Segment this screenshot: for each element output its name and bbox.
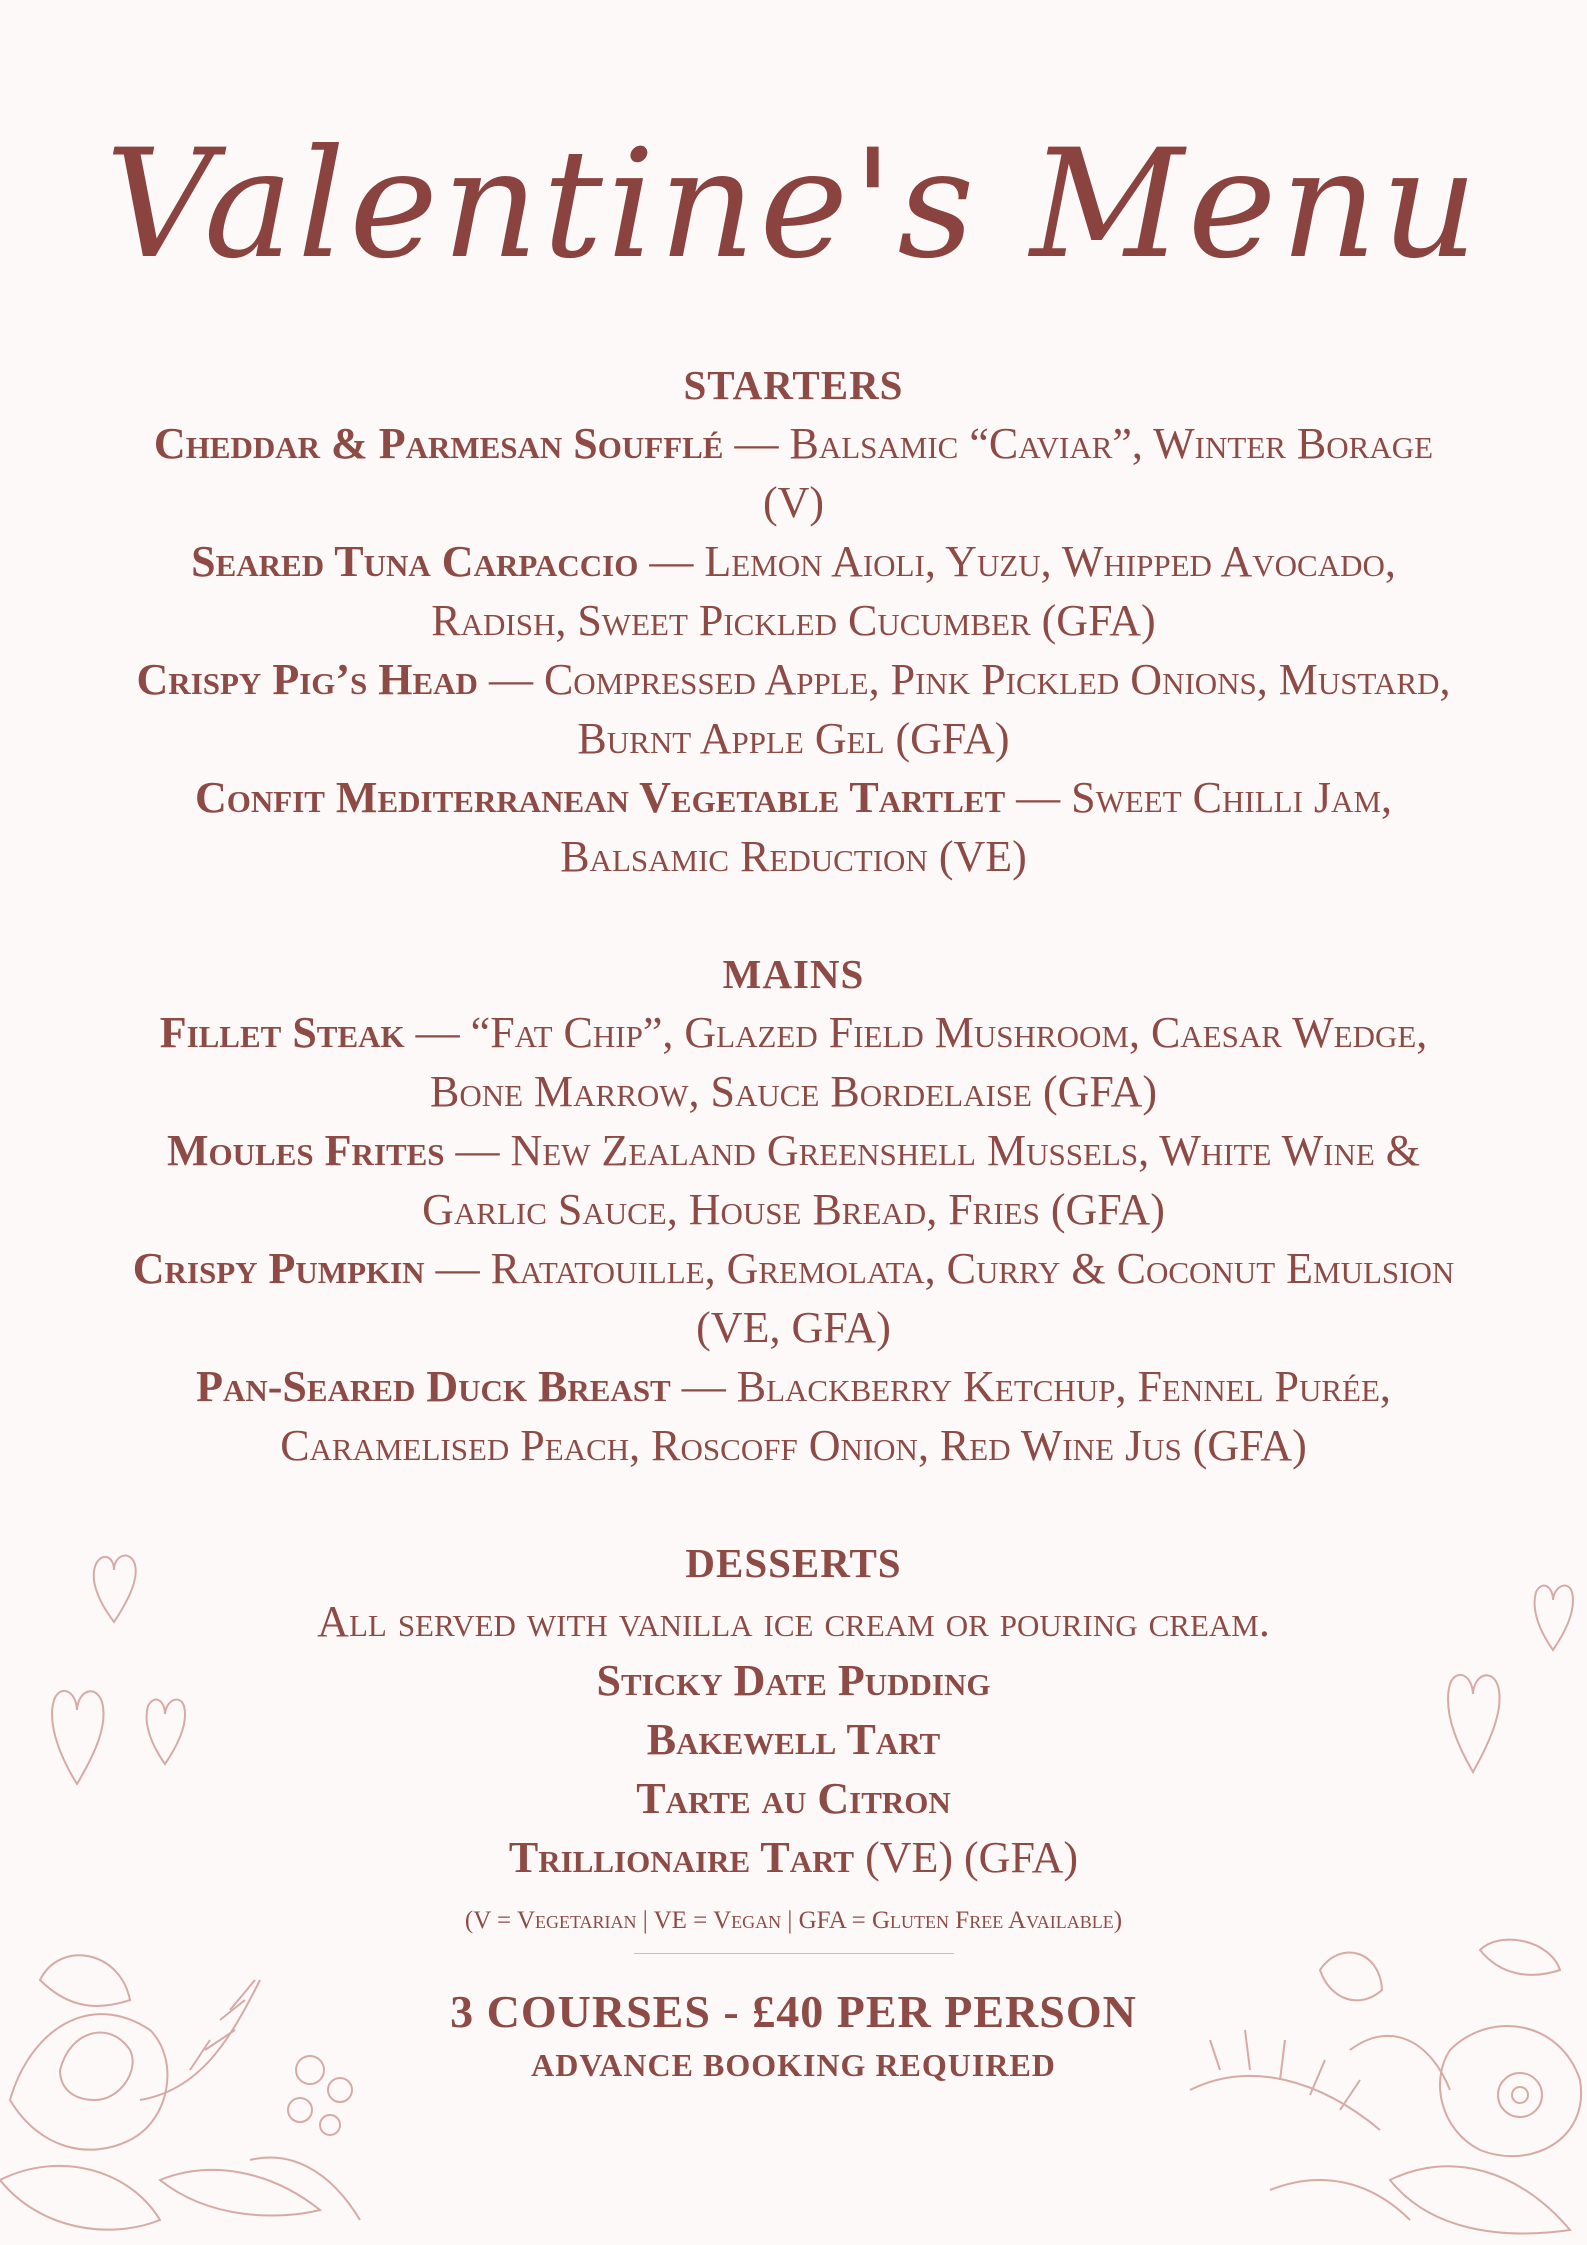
dash: — [681, 1362, 726, 1411]
dish-name: Bakewell Tart [646, 1715, 941, 1764]
dish-description: Balsamic “Caviar”, Winter Borage (V) [762, 419, 1434, 527]
section-heading-mains: MAINS [722, 951, 865, 997]
menu-item [120, 650, 1467, 768]
menu-item [120, 1769, 1467, 1828]
menu-item [120, 1710, 1467, 1769]
menu-item [120, 1003, 1467, 1121]
heart-icon [44, 1680, 110, 1790]
dish-description: Ratatouille, Gremolata, Curry & Coconut Emulsion (VE, GFA) [490, 1244, 1455, 1352]
dish-name: Moules Frites [167, 1126, 445, 1175]
dish-description: New Zealand Greenshell Mussels, White Wine & Garlic Sauce, House Bread, Fries (GFA) [422, 1126, 1420, 1234]
dish-name: Crispy Pumpkin [132, 1244, 425, 1293]
section-spacer [120, 1475, 1467, 1534]
dish-name: Seared Tuna Carpaccio [191, 537, 639, 586]
menu-item [120, 1357, 1467, 1475]
dish-name: Tarte au Citron [636, 1774, 951, 1823]
dish-description: Lemon Aioli, Yuzu, Whipped Avocado, Radish, Sweet Pickled Cucumber (GFA) [431, 537, 1396, 645]
dash: — [488, 655, 533, 704]
dish-description: Sweet Chilli Jam, Balsamic Reduction (VE) [560, 773, 1393, 881]
price-line: 3 COURSES - £40 PER PERSON [450, 1986, 1137, 2037]
dish-name: Cheddar & Parmesan Soufflé [153, 419, 724, 468]
divider [634, 1953, 954, 1954]
desserts-note: All served with vanilla ice cream or pouring cream. [317, 1597, 1270, 1646]
section-spacer [120, 886, 1467, 945]
dish-name: Confit Mediterranean Vegetable Tartlet [194, 773, 1006, 822]
dish-description: Compressed Apple, Pink Pickled Onions, Mustard, Burnt Apple Gel (GFA) [543, 655, 1451, 763]
dish-name: Crispy Pig’s Head [136, 655, 478, 704]
dash: — [734, 419, 779, 468]
menu-item [120, 532, 1467, 650]
dish-name: Fillet Steak [159, 1008, 405, 1057]
dish-dietary-tags: (VE) (GFA) [865, 1833, 1079, 1882]
menu-item [120, 768, 1467, 886]
dietary-legend: (V = Vegetarian | VE = Vegan | GFA = Gluten Free Available) [464, 1907, 1123, 1934]
menu-content [120, 356, 1467, 2088]
menu-title: Valentine's Menu [105, 118, 1482, 292]
booking-note: ADVANCE BOOKING REQUIRED [531, 2047, 1056, 2083]
dash: — [455, 1126, 500, 1175]
dash: — [415, 1008, 460, 1057]
dish-name: Trillionaire Tart [508, 1833, 855, 1882]
heart-icon [1528, 1576, 1578, 1656]
dish-description: Blackberry Ketchup, Fennel Purée, Caramelised Peach, Roscoff Onion, Red Wine Jus (GFA) [280, 1362, 1391, 1470]
menu-item [120, 1121, 1467, 1239]
menu-item [120, 1239, 1467, 1357]
dish-name: Sticky Date Pudding [596, 1656, 991, 1705]
section-heading-desserts: DESSERTS [685, 1540, 902, 1586]
menu-item [120, 414, 1467, 532]
section-heading-starters: STARTERS [683, 362, 904, 408]
dash: — [1016, 773, 1061, 822]
dish-description: “Fat Chip”, Glazed Field Mushroom, Caesar Wedge, Bone Marrow, Sauce Bordelaise (GFA) [429, 1008, 1428, 1116]
dish-name: Pan-Seared Duck Breast [196, 1362, 671, 1411]
menu-item [120, 1828, 1467, 1887]
menu-item [120, 1651, 1467, 1710]
dash: — [435, 1244, 480, 1293]
dash: — [649, 537, 694, 586]
